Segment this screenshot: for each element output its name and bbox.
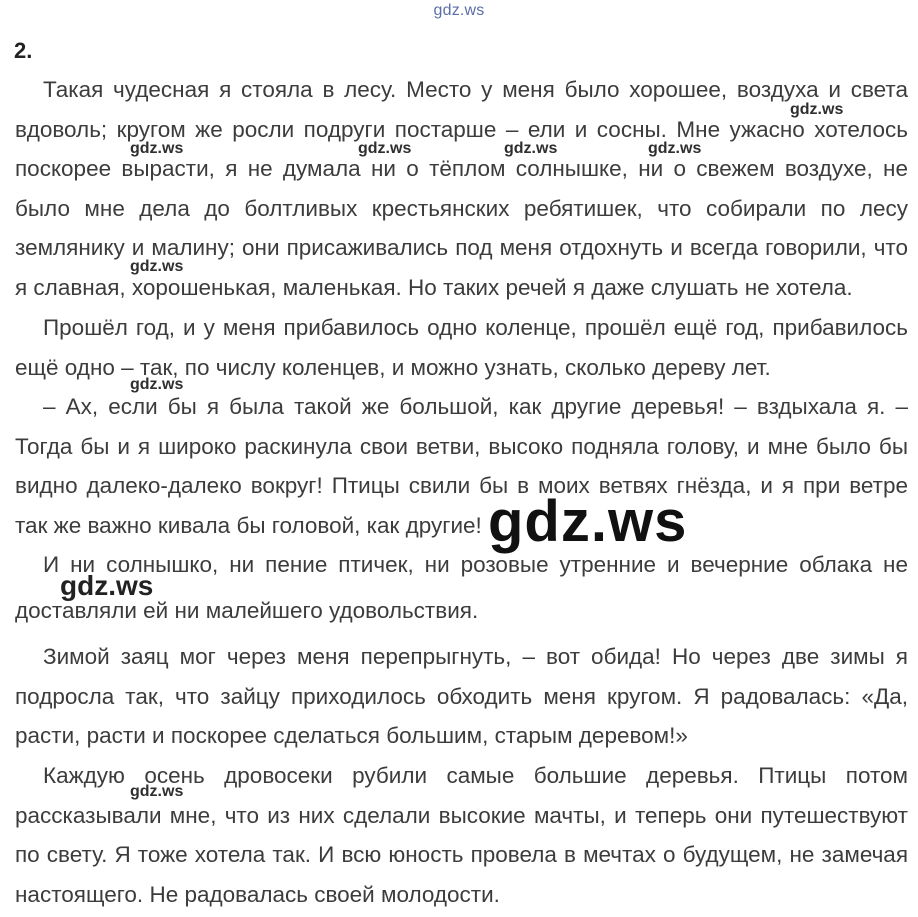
watermark-small: gdz.ws <box>790 101 844 118</box>
watermark-small: gdz.ws <box>130 376 184 393</box>
text-line: расти, расти и поскорее сделаться большим, старым деревом!» <box>15 723 688 748</box>
text-line: ещё одно – так, по числу коленцев, и можно узнать, сколько дереву лет. <box>15 354 771 380</box>
watermark-small: gdz.ws <box>130 140 184 157</box>
watermark-small: gdz.ws <box>130 783 184 800</box>
text-line: Каждую осень дровосеки рубили самые большие деревья. Птицы потом <box>43 763 908 788</box>
paragraph-3 <box>15 387 908 545</box>
watermark-small: gdz.ws <box>358 140 412 157</box>
text-line: я славная, хорошенькая, маленькая. Но таких речей я даже слушать не хотела. <box>15 274 853 300</box>
text-line: доставляли ей ни малейшего удовольствия. <box>15 597 479 623</box>
text-line: по свету. Я тоже хотела так. И всю юность провела в мечтах о будущем, не замечая <box>15 842 908 867</box>
text-line: поскорее вырасти, я не думала ни о тёплом солнышке, ни о свежем воздухе, не <box>15 156 908 181</box>
text-line: землянику и малину; они присаживались под меня отдохнуть и всегда говорили, что <box>15 235 908 260</box>
watermark-medium: gdz.ws <box>60 570 154 601</box>
watermark-small: gdz.ws <box>648 140 702 157</box>
text-line: видно далеко-далеко вокруг! Птицы свили бы в моих ветвях гнёзда, и я при ветре <box>15 473 908 498</box>
text-line: Тогда бы и я широко раскинула свои ветви, высоко подняла голову, и мне было бы <box>15 433 908 459</box>
text-line: рассказывали мне, что из них сделали высокие мачты, и теперь они путешествуют <box>15 802 908 828</box>
watermark-small: gdz.ws <box>504 140 558 157</box>
task-number: 2. <box>14 38 33 63</box>
text-line: подросла так, что зайцу приходилось обходить меня кругом. Я радовалась: «Да, <box>15 683 908 709</box>
text-line: Зимой заяц мог через меня перепрыгнуть, – вот обида! Но через две зимы я <box>43 644 908 669</box>
text-line: так же важно кивала бы головой, как другие! <box>15 512 482 538</box>
text-line: было мне дела до болтливых крестьянских ребятишек, что собирали по лесу <box>15 195 908 221</box>
text-line: И ни солнышко, ни пение птичек, ни розовые утренние и вечерние облака не <box>43 552 908 577</box>
text-line: настоящего. Не радовалась своей молодости. <box>15 881 500 907</box>
text-line: Прошёл год, и у меня прибавилось одно коленце, прошёл ещё год, прибавилось <box>43 315 908 340</box>
text-line: вдоволь; кругом же росли подруги постарше – ели и сосны. Мне ужасно хотелось <box>15 116 908 142</box>
text-line: Такая чудесная я стояла в лесу. Место у меня было хорошее, воздуха и света <box>43 77 908 102</box>
watermark-top: gdz.ws <box>433 2 485 19</box>
paragraph-6 <box>15 756 908 914</box>
watermark-small: gdz.ws <box>130 258 184 275</box>
text-line: – Ах, если бы я была такой же большой, как другие деревья! – вздыхала я. – <box>43 394 908 419</box>
watermark-big: gdz.ws <box>488 489 688 554</box>
paragraph-5 <box>15 637 908 756</box>
